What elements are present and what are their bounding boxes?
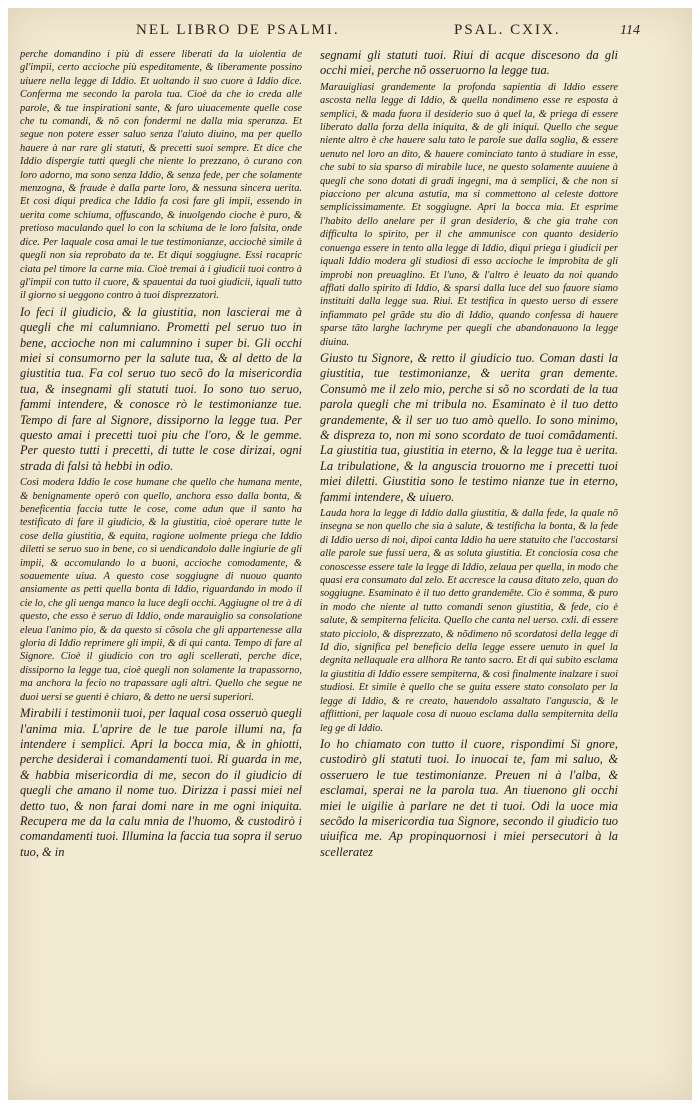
book-page: [8, 8, 692, 1100]
commentary-paragraph: Lauda hora la legge di Iddio dalla giustitia, & dalla fede, la quale nõ insegna se non quello che sia à salute, & testificha la bonta, & la fede di Iddio uerso di noi, dipoi canta Iddio ha uere statuito che l'accostarsi alle parole sue fussi uera, & as soluta giustitia. Et conciosia cosa che conoscesse essere tale la legge di Iddio, zelaua per quella, in modo che quasi era consumato dal zelo. Et accresce la causa ditato zelo, quan do soggiugne. Esaminato è il tuo detto grandemēte. Cio è somma, & puro in modo che niente al tutto comandi senon giustitia, & fede, cio è salute, & sempiterna felicita. Quello che canta nel uerso. cxli. di essere stato picciolo, & disprezzato, & nõdimeno nõ scordatosi della legge di Id dio, significa pel beneficio della legge essere uenuto in quel la degnita nellaquale era allhora Re tanto sacro. Et di qui subito esclama la giustitia di Iddio essere sempiterna, & così finalmente inalzare i suoi studiosi. Et simile è quello che se guita essere stato consolato per la legge di Iddio, & re creato, hauendolo assaltato l'anguscia, & le afflittioni, per laquale cosa di nuouo esclama dalla sempiternita della leg ge di Iddio.: [320, 508, 618, 734]
psalm-verse-paragraph: Mirabili i testimonii tuoi, per laqual cosa osseruò quegli l'anima mia. L'aprire de le tue parole illumi na, fa intendere i semplici. Apri la bocca mia, & in ghiotti, perche desideraì i comandamenti tuoi. Ri guarda in me, & habbia misericordia di me, secon do il giudicio di quegli che amano il nome tuo. Dirizza i passi miei nel detto tuo, & non farai domi nare in me ogni iniquita. Recupera me da la calu mnia de l'huomo, & custodirò i comandamenti tuoi. Illumina la faccia tua sopra il seruo tuo, & in: [20, 706, 302, 859]
left-column: [20, 48, 302, 1088]
psalm-verse-paragraph: Io ho chiamato con tutto il cuore, rispondimi Si gnore, custodirò gli statuti tuoi. Io inuocai te, fam mi saluo, & osseruero le tue testimonianze. Preuen ni à l'alba, & esclamai, sperai ne la parola tua. An tiuenono gli occhi miei le uigilie à parlare ne det ti tuoi. Odi la uoce mia secõdo la misericordia tua Signore, secondo il giudicio tuo uiuifica me. Ap propinquornosi i miei persecutori à la scelleratez: [320, 736, 618, 859]
commentary-paragraph: Così modera Iddio le cose humane che quello che humana mente, & benignamente operò con quello, anchora esso dalla bonta, & beneficentia faccia tutte le cose, come adun que il santo ha testificato di fare il giudicio, & la giustitia, cioè operare tutte le cose della giustitia, & equita, ragione uolmente priega che Iddio diletti se seruo suo in bene, co sì uendicandolo dalle ingiurie de gli impii, & accomulando lo a buoni, accioche comodamente, & soauemente uiua. A questo cose soggiugne di nuouo quanto ansiamente as pettì quella bonta di Iddio, riguardando in modo il cie lo, che gli uenga manco la luce degli occhi. Aggiugne ol tre à di questo, che esso è seruo di Iddio, onde marauiglio sa consolatione eleua l'animo pio, & da questo si cõsola che gli appartenesse alla gloria di Iddio reprimere gli impii, & di qui canta. Tempo di fare al Signore. Cioè il giudicio con tro agli scellerati, perche dice, dissiporno la legge tua, cioè quegli non solamente la trapassorno, ma anchora la fecio no trapassare agli altri. Quello che segue ne duoi uersi se guenti è chiaro, & detto ne uersi superiori.: [20, 477, 302, 703]
psalm-verse-paragraph: segnami gli statuti tuoi. Riui di acque discesono da gli occhi miei, perche nõ osseruorno la legge tua.: [320, 48, 618, 78]
commentary-paragraph: Marauigliasi grandemente la profonda sapientia di Iddio essere ascosta nella legge di Iddio, & quella nondimeno esse re esposta à semplici, & mada fuora il desiderio suo à quel la, & priega di essere liberato dalla forza della iniquita, & de gli iniqui. Quello che segue niente altro è che hauere salu tato le parole sue dalla soglia, & essere uenuto nel loro an dito, & hauere cominciato tanto à studiare in esse, che subi to sia sparso di mirabile luce, ne questo solamente auuiene à quegli che sono dotati di gradi ingegni, ma à semplici, & che non si piacciono per alcuna astutia, ma si commettono al celeste dottore semplicissimamente. Et soggiugne. Apri la bocca mia. Et esprime l'habito dello anelare per il gran desiderio, & che gia trahe con difficulta lo spirito, per il che ammunisce con quanto desiderio conuenga essere in tento alla legge di Iddio, diqui priega i giudicii per iquali Iddio modera gli studiosi di esso accioche le improbita de gli improbi non preuaglino. Et l'uno, & l'altro è leuato da noi quando afflati dallo spirito di Iddio, & sparsi dalla luce del suo fauore siamo instituiti dalla legge sua. Riui. Et testifica in questo uerso di essere infiammato pel grãde stu dio di Iddio, quando confessa di hauere sparse tãto larghe lachryme per quegli che abandonauono la legge diuina.: [320, 81, 618, 348]
right-column: [320, 48, 618, 1088]
folio-number: 114: [620, 23, 640, 38]
commentary-paragraph: perche domandino i più di essere liberati da la uiolentia de gl'impii, certo accioche più espeditamente, & liberamente possino uiuere nella legge di Iddio. Et uoltando il suo cuore à Iddio dice. Conferma me secondo la parola tua. Cioè da che io creda alle parole, & tue inspirationi sante, & faro uiuacemente quelle cose che tu comandi, & nõ con fondermi ne dalla mia speranza. Et segue non potere esser saluo senza l'aiuto diuino, ma per quello hauere à nar rare gli statuti, & precetti suoi sempre. Et dice che Iddio dispergie tutti quegli che niente lo prezzano, ò curano con loro adorno, ma sono senza Iddio, & senza fede, per che solamente menzogna, & fraude è dalla parte loro, & nessuna sincera uerita. Et così diqui predica che Iddio fa così fare gli impii, essendo in uerita come schiuma, offuscando, & inuolgendo cioche è puro, & pretioso maculando quel lo con la schiuma de le loro falsita, onde dice. Per laquale cosa amai le tue testimonianze, acciochè simile à quegli non sia reprobato da te. Et diqui soggiugne. Essi racapric ciata pel timore la carne mia. Cioè tremai à i giudicii tuoi contro à gl'impii con tutto il cuore, & spauentai da tuoi giudicii, iquali tutto il giorno si ueggono contro à tuoi disprezzatori.: [20, 49, 302, 302]
page-header: [8, 22, 692, 44]
psalm-verse-paragraph: Giusto tu Signore, & retto il giudicio tuo. Coman dasti la giustitia, tue testimonianze, & uerita gran demente. Consumò me il zelo mio, perche si sõ no scordati de la tua parola quegli che mi tribula no. Esaminato è il tuo detto grandemente, & il ser uo tuo amò quello. Io sono minimo, & dispreza to, non mi sono scordato de tuoi comãdamenti. La giustitia tua, giustitia in eterno, & la legge tua è uerita. La tribulatione, & la anguscia trouorno me i precetti tuoi miei diletti. Giustitia sono le testimo nianze tue in eterno, fammi intendere, & uiuero.: [320, 350, 618, 504]
running-head: NEL LIBRO DE PSALMI.: [136, 22, 340, 38]
psalm-number: PSAL. CXIX.: [454, 22, 561, 38]
psalm-verse-paragraph: Io feci il giudicio, & la giustitia, non lascierai me à quegli che mi calumniano. Prometti pel seruo tuo in bene, accioche non mi calumnino i super bi. Gli occhi miei si consumorno per la salute tua, & al detto de la giustitia tua. Fa col seruo tuo secõ do la misericordia tua, & insegnami gli statuti tuoi. Io sono tuo seruo, fammi intendere, & conosce rò le testimonianze tue. Tempo di fare al Signore, dissiporno la legge tua. Per questo amai i precetti tuoi piu che l'oro, & le gemme. Per questo tutti i precetti, di tutte le cose dirizai, ogni strada di falsi tà hebbi in odio.: [20, 304, 302, 473]
